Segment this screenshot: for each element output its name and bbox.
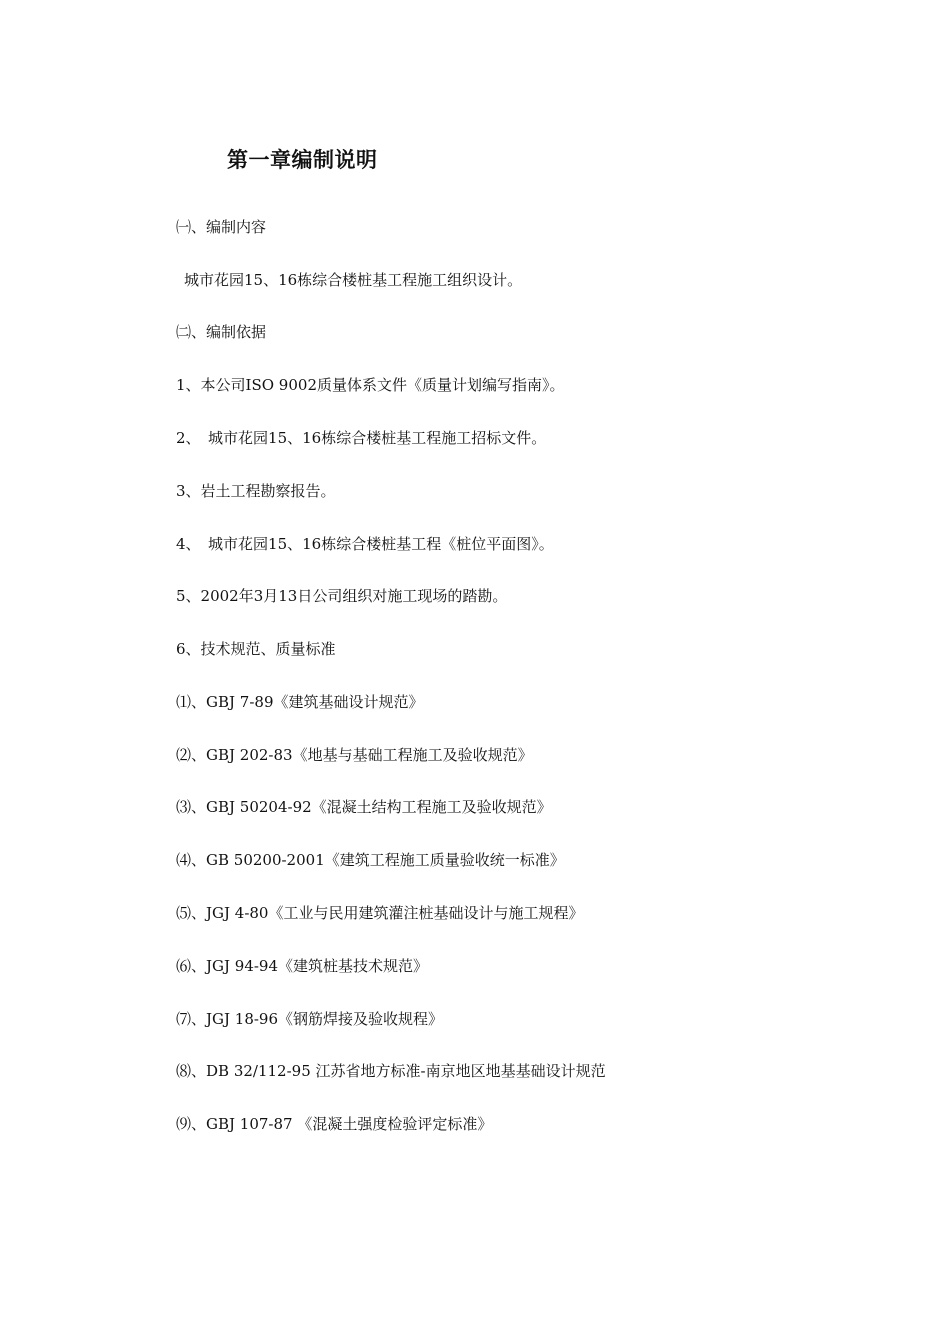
basis-item-4: 4、 城市花园15、16栋综合楼桩基工程《桩位平面图》。 (176, 535, 554, 553)
standard-item-9: ⑼、GBJ 107-87 《混凝土强度检验评定标准》 (176, 1115, 493, 1133)
chapter-title: 第一章编制说明 (227, 148, 378, 172)
standard-item-8: ⑻、DB 32/112-95 江苏省地方标准-南京地区地基基础设计规范 (176, 1062, 606, 1080)
standard-item-7: ⑺、JGJ 18-96《钢筋焊接及验收规程》 (176, 1010, 444, 1028)
basis-item-1: 1、本公司ISO 9002质量体系文件《质量计划编写指南》。 (176, 376, 565, 394)
section-heading-content: ㈠、编制内容 (176, 218, 267, 236)
standard-item-2: ⑵、GBJ 202-83《地基与基础工程施工及验收规范》 (176, 746, 533, 764)
section-heading-basis: ㈡、编制依据 (176, 323, 267, 341)
standard-item-6: ⑹、JGJ 94-94《建筑桩基技术规范》 (176, 957, 429, 975)
basis-item-6: 6、技术规范、质量标准 (176, 640, 336, 658)
basis-item-5: 5、2002年3月13日公司组织对施工现场的踏勘。 (176, 587, 508, 605)
standard-item-5: ⑸、JGJ 4-80《工业与民用建筑灌注桩基础设计与施工规程》 (176, 904, 584, 922)
basis-item-3: 3、岩土工程勘察报告。 (176, 482, 336, 500)
standard-item-4: ⑷、GB 50200-2001《建筑工程施工质量验收统一标准》 (176, 851, 565, 869)
content-paragraph: 城市花园15、16栋综合楼桩基工程施工组织设计。 (184, 271, 523, 289)
standard-item-1: ⑴、GBJ 7-89《建筑基础设计规范》 (176, 693, 424, 711)
basis-item-2: 2、 城市花园15、16栋综合楼桩基工程施工招标文件。 (176, 429, 547, 447)
standard-item-3: ⑶、GBJ 50204-92《混凝土结构工程施工及验收规范》 (176, 798, 552, 816)
